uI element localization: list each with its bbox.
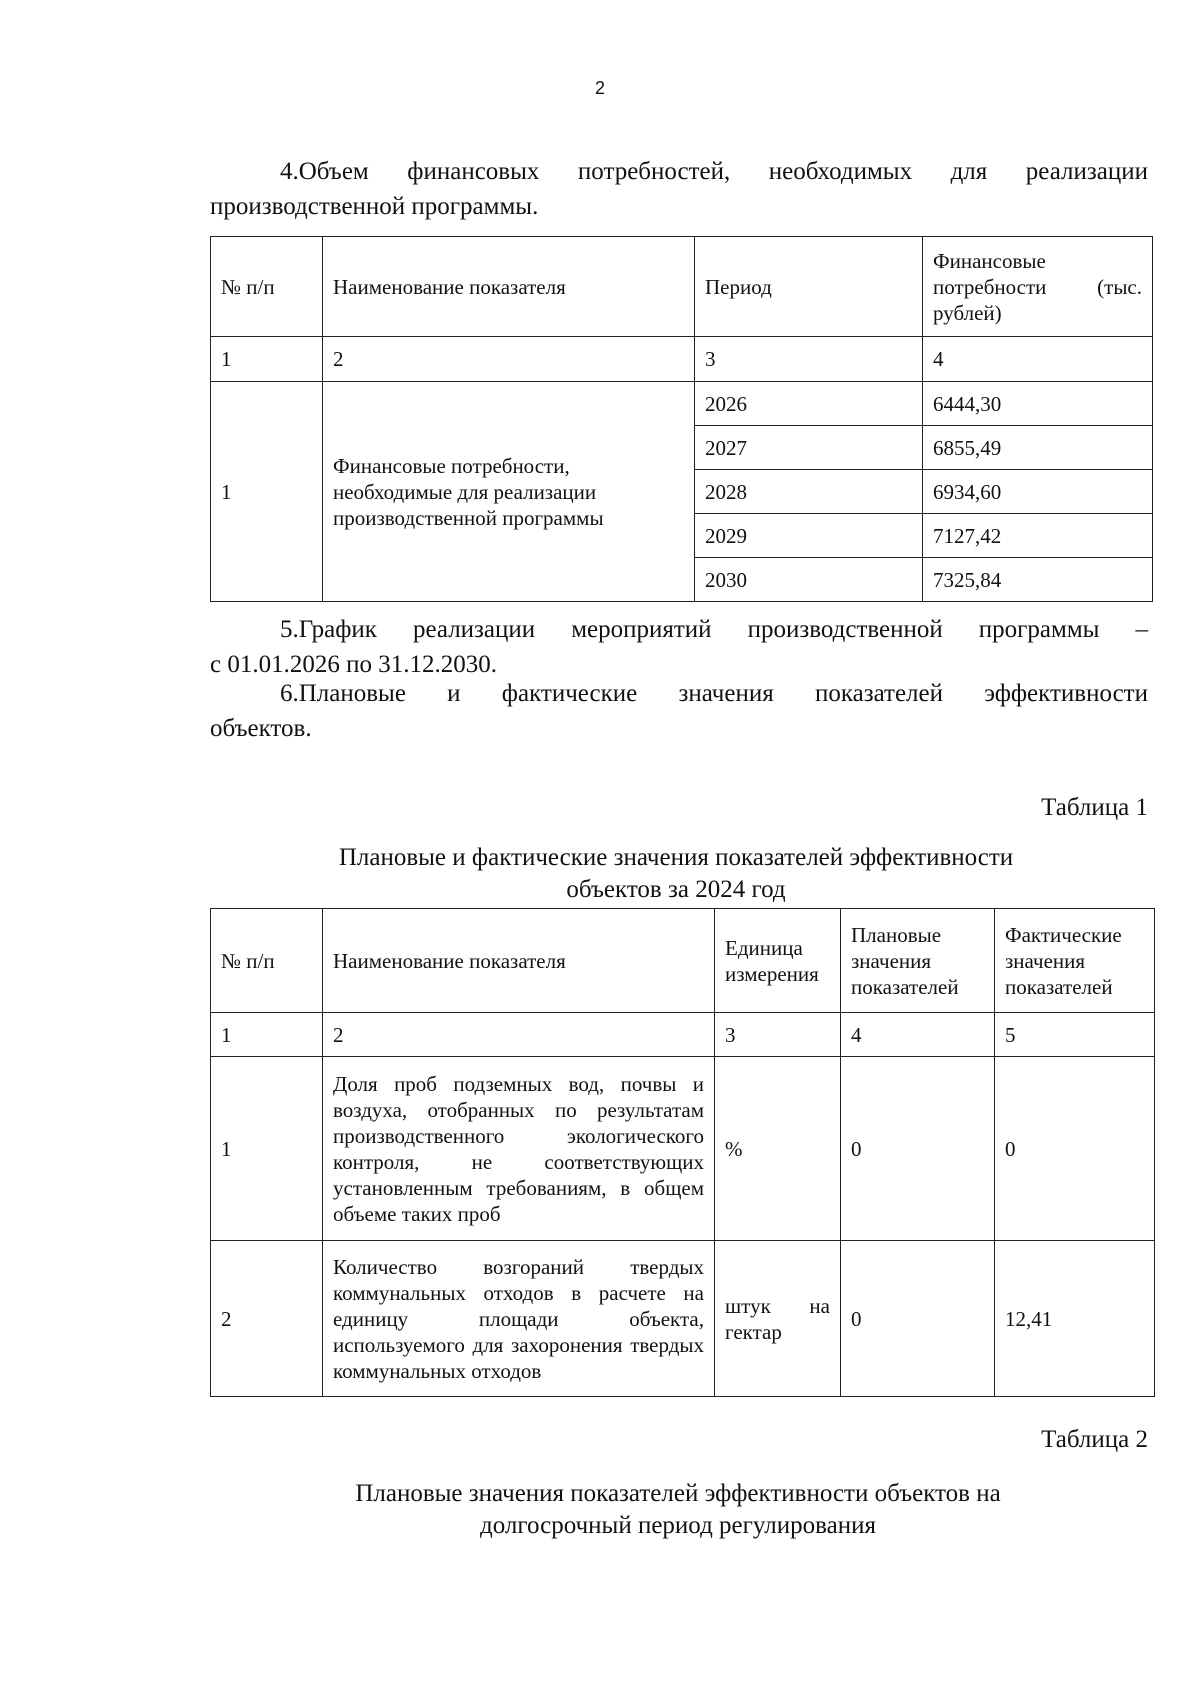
column-number-row [211, 1013, 1155, 1057]
section-4-heading [210, 154, 1148, 224]
section-6-heading [210, 676, 1148, 746]
section-4-line-2: производственной программы. [210, 193, 539, 220]
column-number-cell: 5 [995, 1013, 1155, 1057]
column-number-cell: 4 [841, 1013, 995, 1057]
planned-value-cell: 0 [841, 1241, 995, 1397]
column-number-cell: 2 [323, 1013, 715, 1057]
section-5-heading [210, 612, 1148, 682]
efficiency-indicators-table [210, 908, 1155, 1397]
table-row [211, 1241, 1155, 1397]
row-number-cell: 1 [211, 382, 323, 602]
value-cell: 7127,42 [923, 514, 1153, 558]
header-cell: Наименование показателя [323, 237, 695, 337]
header-cell: № п/п [211, 909, 323, 1013]
indicator-name-cell: Доля проб подземных вод, почвы и воздуха, отобранных по результатам производственного экологического контроля, не соответствующих установленным требованиям, в общем объеме таких проб [323, 1057, 715, 1241]
header-cell: Финансовые потребности (тыс. рублей) [923, 237, 1153, 337]
indicator-name-cell: Количество возгораний твердых коммунальных отходов в расчете на единицу площади объекта, используемого для захоронения твердых коммунальных отходов [323, 1241, 715, 1397]
header-cell: Фактические значения показателей [995, 909, 1155, 1013]
period-cell: 2028 [695, 470, 923, 514]
table-2-title-line-2: долгосрочный период регулирования [480, 1512, 876, 1539]
column-number-cell: 4 [923, 337, 1153, 382]
column-number-cell: 2 [323, 337, 695, 382]
period-cell: 2030 [695, 558, 923, 602]
value-cell: 6444,30 [923, 382, 1153, 426]
planned-value-cell: 0 [841, 1057, 995, 1241]
table-1-title-line-1: Плановые и фактические значения показателей эффективности [338, 844, 1014, 871]
column-number-cell: 3 [695, 337, 923, 382]
header-cell: № п/п [211, 237, 323, 337]
unit-cell: % [715, 1057, 841, 1241]
header-cell: Наименование показателя [323, 909, 715, 1013]
financial-needs-table [210, 236, 1153, 602]
table-2-title-line-1: Плановые значения показателей эффективности объектов на [355, 1480, 1001, 1507]
indicator-name-cell: Финансовые потребности, необходимые для реализации производственной программы [323, 382, 695, 602]
row-number-cell: 1 [211, 1057, 323, 1241]
table-1-label: Таблица 1 [1041, 794, 1148, 821]
column-number-row [211, 337, 1153, 382]
header-cell: Период [695, 237, 923, 337]
page-number: 2 [594, 78, 605, 98]
column-number-cell: 1 [211, 1013, 323, 1057]
row-number-cell: 2 [211, 1241, 323, 1397]
period-cell: 2027 [695, 426, 923, 470]
section-4-line-1: 4.Объем финансовых потребностей, необходимых для реализации [280, 158, 1148, 185]
section-6-line-1: 6.Плановые и фактические значения показателей эффективности [280, 680, 1148, 707]
value-cell: 7325,84 [923, 558, 1153, 602]
table-row [211, 1057, 1155, 1241]
unit-cell: штук на гектар [715, 1241, 841, 1397]
table-header-row [211, 237, 1153, 337]
actual-value-cell: 0 [995, 1057, 1155, 1241]
section-6-line-2: объектов. [210, 715, 312, 742]
actual-value-cell: 12,41 [995, 1241, 1155, 1397]
table-row [211, 382, 1153, 426]
table-1-title-line-2: объектов за 2024 год [566, 876, 786, 903]
section-5-line-1: 5.График реализации мероприятий производственной программы – [280, 616, 1148, 643]
column-number-cell: 3 [715, 1013, 841, 1057]
header-cell: Единица измерения [715, 909, 841, 1013]
value-cell: 6855,49 [923, 426, 1153, 470]
period-cell: 2029 [695, 514, 923, 558]
header-cell: Плановые значения показателей [841, 909, 995, 1013]
section-5-line-2: с 01.01.2026 по 31.12.2030. [210, 651, 497, 678]
column-number-cell: 1 [211, 337, 323, 382]
table-2-label: Таблица 2 [1041, 1426, 1148, 1453]
table-header-row [211, 909, 1155, 1013]
period-cell: 2026 [695, 382, 923, 426]
value-cell: 6934,60 [923, 470, 1153, 514]
